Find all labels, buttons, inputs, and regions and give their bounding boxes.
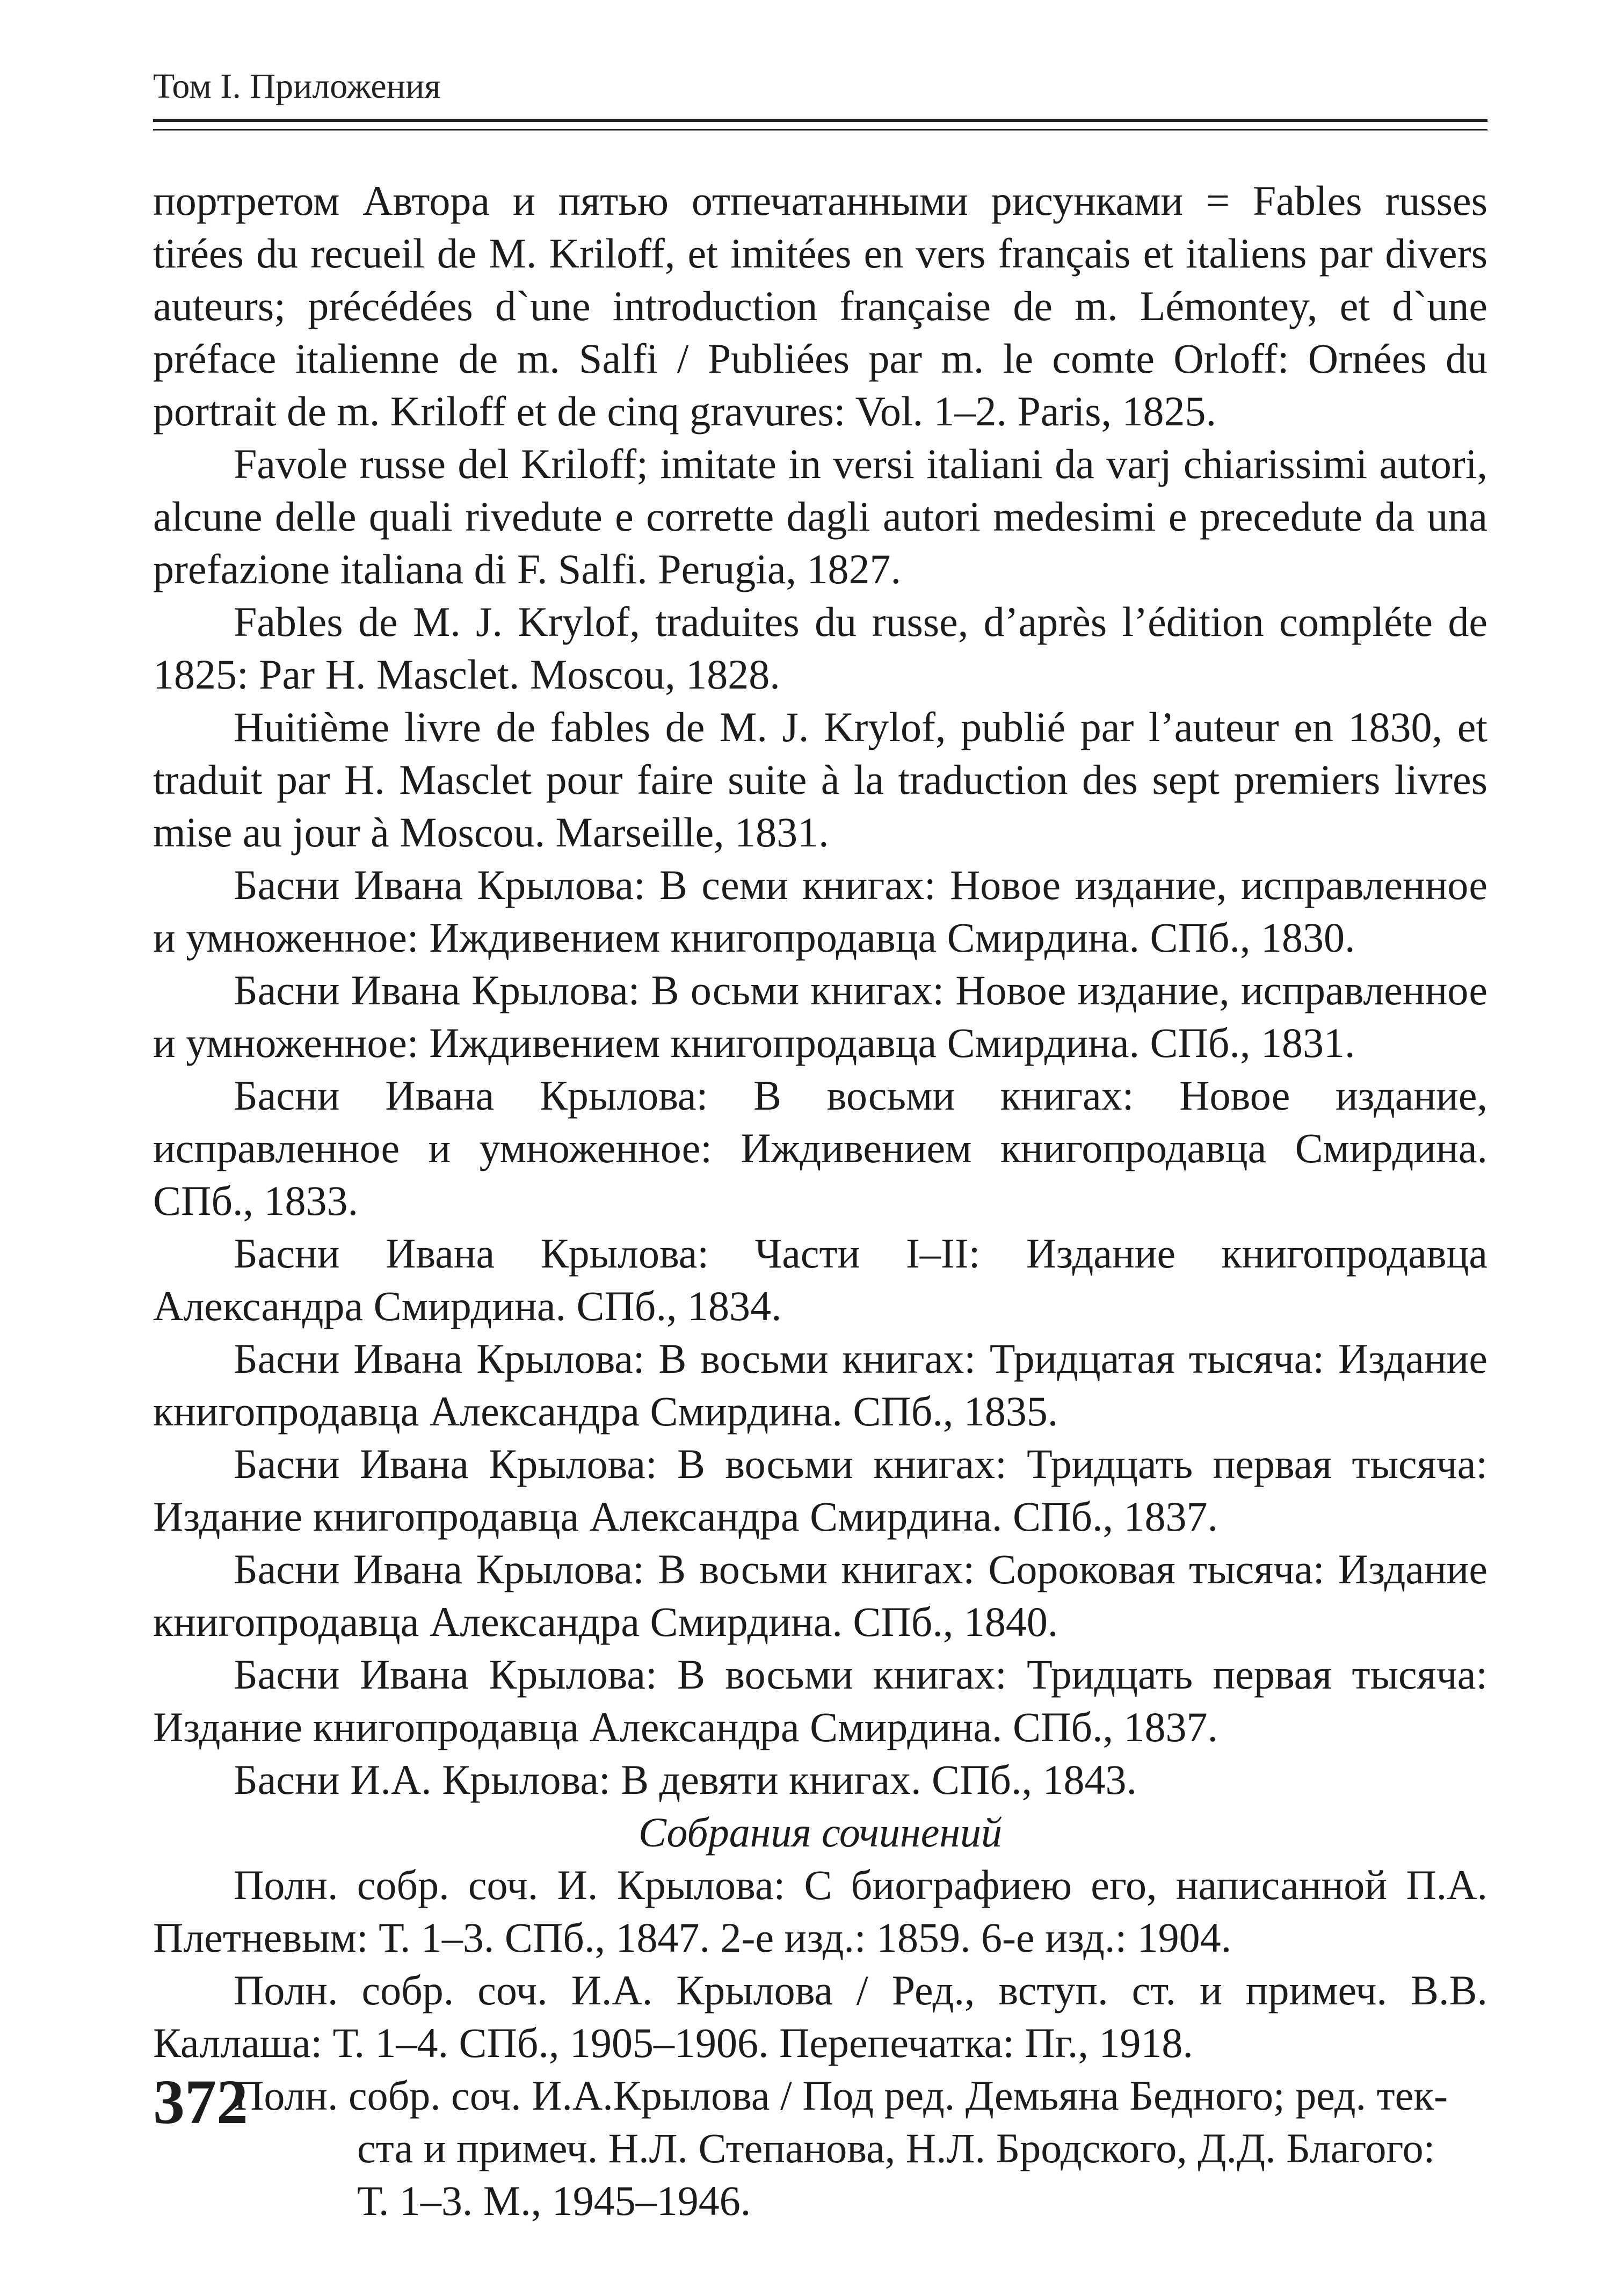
bibliography-entry: Басни Ивана Крылова: В восьми книгах: Тридцатая тысяча: Издание книгопродавца Александра Смирдина. СПб., 1835. bbox=[153, 1335, 1487, 1435]
page-body bbox=[153, 175, 1487, 2227]
bibliography-entry: Басни Ивана Крылова: В восьми книгах: Сороковая тысяча: Издание книгопродавца Александра Смирдина. СПб., 1840. bbox=[153, 1546, 1487, 1645]
entry-line: ста и примеч. Н.Л. Степанова, Н.Л. Бродского, Д.Д. Благого: bbox=[357, 2125, 1435, 2171]
bibliography-entry: Huitième livre de fables de M. J. Krylof, publié par l’auteur en 1830, et traduit par H. Masclet pour faire suite à la traduction des sept premiers livres mise au jour à Moscou. Marseille, 1831. bbox=[153, 704, 1487, 856]
collected-works-entry-last bbox=[153, 2069, 1487, 2227]
bibliography-entry: Favole russe del Kriloff; imitate in versi italiani da varj chiarissimi autori, alcune delle quali rivedute e corrette dagli autori medesimi e precedute da una prefazione italiana di F. Salfi. Perugia, 1827. bbox=[153, 440, 1487, 592]
page-number: 372 bbox=[153, 2067, 248, 2137]
bibliography-entry: Басни Ивана Крылова: В восьми книгах: Новое издание, исправленное и умноженное: Иждивением книгопродавца Смирдина. СПб., 1833. bbox=[153, 1072, 1487, 1224]
bibliography-entry: Басни Ивана Крылова: В семи книгах: Новое издание, исправленное и умноженное: Иждивением книгопродавца Смирдина. СПб., 1830. bbox=[153, 861, 1487, 961]
entry-line: Т. 1–3. М., 1945–1946. bbox=[357, 2177, 751, 2224]
bibliography-entry: Басни Ивана Крылова: В восьми книгах: Тридцать первая тысяча: Издание книгопродавца Александра Смирдина. СПб., 1837. bbox=[153, 1651, 1487, 1750]
header-rule-thin bbox=[153, 129, 1487, 131]
bibliography-entry: Басни Ивана Крылова: Части I–II: Издание книгопродавца Александра Смирдина. СПб., 1834. bbox=[153, 1230, 1487, 1329]
running-header: Том I. Приложения bbox=[153, 67, 441, 106]
entry-line: Полн. собр. соч. И.А.Крылова / Под ред. Демьяна Бедного; ред. тек- bbox=[234, 2072, 1448, 2119]
bibliography-entry: Басни Ивана Крылова: В восьми книгах: Тридцать первая тысяча: Издание книгопродавца Александра Смирдина. СПб., 1837. bbox=[153, 1440, 1487, 1540]
bibliography-entry: портретом Автора и пятью отпечатанными рисунками = Fables russes tirées du recueil de M. Kriloff, et imitées en vers français et italiens par divers auteurs; précédées d`une introduction française de m. Lémontey, et d`une préface italienne de m. Salfi / Publiées par m. le comte Orloff: Ornées du portrait de m. Kriloff et de cinq gravures: Vol. 1–2. Paris, 1825. bbox=[153, 177, 1487, 434]
bibliography-entry: Басни И.А. Крылова: В девяти книгах. СПб., 1843. bbox=[234, 1756, 1137, 1803]
header-rule-thick bbox=[153, 119, 1487, 122]
collected-works-entry: Полн. собр. соч. И.А. Крылова / Ред., вступ. ст. и примеч. В.В. Каллаша: Т. 1–4. СПб., 1905–1906. Перепечатка: Пг., 1918. bbox=[153, 1967, 1487, 2066]
collected-works-entry: Полн. собр. соч. И. Крылова: С биографиею его, написанной П.А. Плетневым: Т. 1–3. СПб., 1847. 2-е изд.: 1859. 6-е изд.: 1904. bbox=[153, 1862, 1487, 1961]
section-title: Собрания сочинений bbox=[638, 1809, 1003, 1856]
bibliography-entry: Fables de M. J. Krylof, traduites du russe, d’après l’édition compléte de 1825: Par H. Masclet. Moscou, 1828. bbox=[153, 598, 1487, 698]
bibliography-entry: Басни Ивана Крылова: В осьми книгах: Новое издание, исправленное и умноженное: Иждивением книгопродавца Смирдина. СПб., 1831. bbox=[153, 967, 1487, 1066]
